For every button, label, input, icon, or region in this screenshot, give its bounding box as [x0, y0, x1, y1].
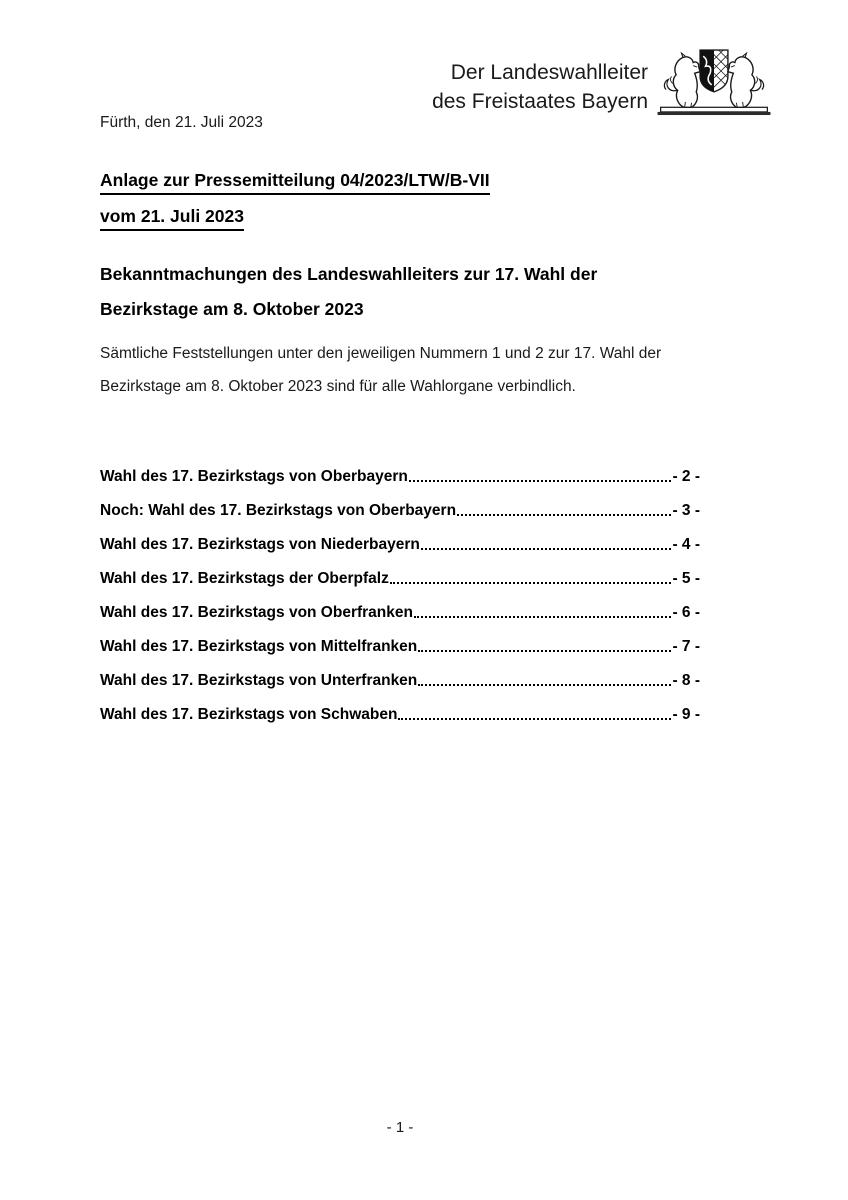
toc-entry-label: Wahl des 17. Bezirkstags der Oberpfalz: [100, 570, 389, 587]
toc-entry-page: - 8 -: [672, 672, 700, 689]
toc-entry-label: Wahl des 17. Bezirkstags von Unterfranken: [100, 672, 418, 689]
toc-leader-dots: [418, 684, 671, 686]
toc-leader-dots: [390, 582, 672, 584]
toc-entry: [100, 622, 700, 656]
toc-entry-page: - 4 -: [672, 536, 700, 553]
toc-entry: [100, 486, 700, 520]
toc-entry-label: Wahl des 17. Bezirkstags von Oberbayern: [100, 468, 408, 485]
page-number: - 1 -: [386, 1119, 414, 1136]
toc-leader-dots: [457, 514, 671, 516]
toc-leader-dots: [421, 548, 672, 550]
toc-entry-label: Wahl des 17. Bezirkstags von Oberfranken: [100, 604, 413, 621]
toc-entry-label: Noch: Wahl des 17. Bezirkstags von Oberbayern: [100, 502, 457, 519]
toc-entry-label: Wahl des 17. Bezirkstags von Mittelfranken: [100, 638, 418, 655]
letterhead-office-name: [432, 58, 648, 116]
toc-leader-dots: [418, 650, 671, 652]
office-name-line2: des Freistaates Bayern: [432, 90, 648, 113]
document-subtitle: Bekanntmachungen des Landeswahlleiters zur 17. Wahl der Bezirkstage am 8. Oktober 2023: [100, 264, 598, 319]
document-title-line2: vom 21. Juli 2023: [100, 206, 244, 231]
toc-leader-dots: [398, 718, 671, 720]
table-of-contents: [100, 452, 700, 724]
dateline: Fürth, den 21. Juli 2023: [100, 114, 263, 131]
document-title: [100, 170, 700, 231]
intro-paragraph: Sämtliche Feststellungen unter den jeweiligen Nummern 1 und 2 zur 17. Wahl der Bezirkstage am 8. Oktober 2023 sind für alle Wahlorgane verbindlich.: [100, 345, 662, 395]
toc-leader-dots: [414, 616, 671, 618]
toc-entry-page: - 6 -: [672, 604, 700, 621]
office-name-line1: Der Landeswahlleiter: [450, 61, 648, 84]
toc-entry-label: Wahl des 17. Bezirkstags von Schwaben: [100, 706, 398, 723]
toc-entry-page: - 2 -: [672, 468, 700, 485]
document-title-line1: Anlage zur Pressemitteilung 04/2023/LTW/B-VII: [100, 170, 490, 195]
toc-entry: [100, 554, 700, 588]
bavaria-coat-of-arms-icon: [656, 42, 772, 120]
toc-entry: [100, 656, 700, 690]
toc-entry-page: - 5 -: [672, 570, 700, 587]
toc-entry: [100, 520, 700, 554]
toc-entry: [100, 588, 700, 622]
toc-leader-dots: [409, 480, 672, 482]
toc-entry-page: - 7 -: [672, 638, 700, 655]
toc-entry-label: Wahl des 17. Bezirkstags von Niederbayern: [100, 536, 420, 553]
toc-entry-page: - 9 -: [672, 706, 700, 723]
toc-entry: [100, 452, 700, 486]
toc-entry-page: - 3 -: [672, 502, 700, 519]
document-body: [100, 170, 700, 724]
toc-entry: [100, 690, 700, 724]
